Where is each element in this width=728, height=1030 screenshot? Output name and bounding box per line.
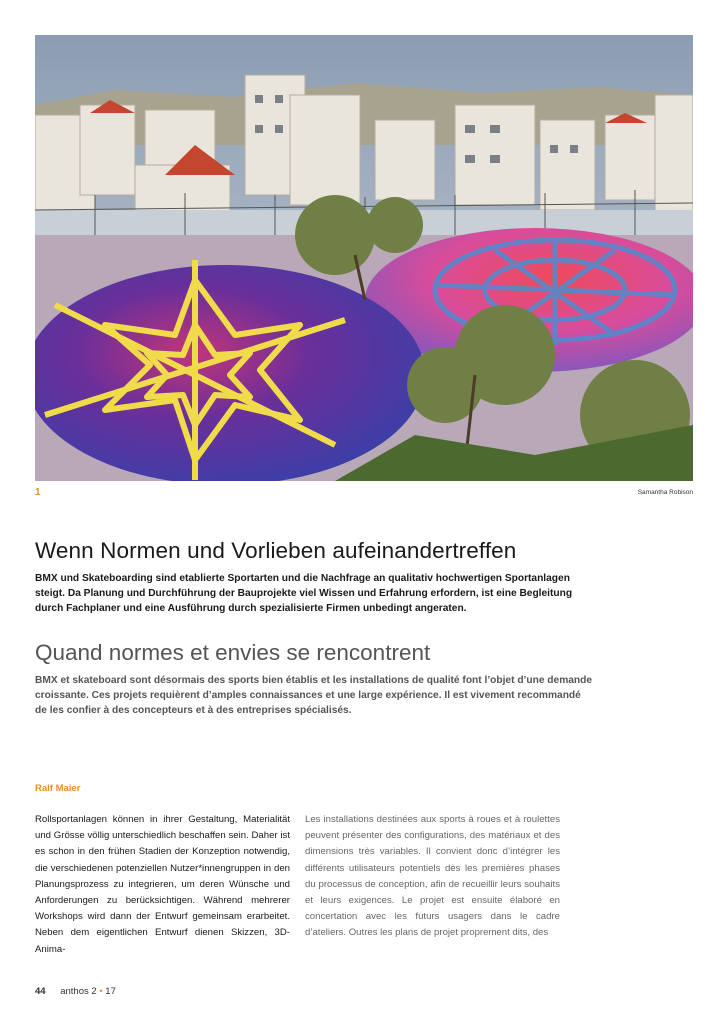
body-column-french: Les installations destinées aux sports à roues et à roulettes peuvent présenter des configurations, des matériaux et des dimensions très variables. Il convient donc d’intégrer les différents utilisateurs potentiels dès les premières phases du processus de conception, afin de recueillir leurs souhaits et leurs exigences. Le projet est ensuite élaboré en concertation avec les futurs usagers dans le cadre d’ateliers. Outres les plans de projet proprement dits, des xyxy=(305,814,560,939)
title-german: Wenn Normen und Vorlieben aufeinandertreffen xyxy=(35,538,517,563)
body-column-german: Rollsportanlagen können in ihrer Gestaltung, Materialität und Grösse völlig unterschiedlich beschaffen sein. Daher ist es schon in den frühen Stadien der Konzeption notwendig, die verschiedenen potenziellen Nutzer*innengruppen in den Planungsprozess zu integrieren, um deren Wünsche und Anforderungen zu berücksichtigen. Während mehrerer Workshops wird dann der Entwurf gemeinsam erarbeitet. Neben dem eigentlichen Entwurf dienen Skizzen, 3D-Anima- xyxy=(35,814,290,955)
feature-photo xyxy=(35,35,693,481)
page-footer xyxy=(35,986,116,997)
title-french: Quand normes et envies se rencontrent xyxy=(35,640,431,665)
author-name: Ralf Maier xyxy=(35,783,81,794)
figure-number: 1 xyxy=(35,487,41,498)
issue-year: 17 xyxy=(105,986,116,997)
photo-credit: Samantha Robison xyxy=(637,489,693,496)
footer-separator: • xyxy=(99,986,103,997)
magazine-name: anthos 2 xyxy=(60,986,97,997)
lead-german: BMX und Skateboarding sind etablierte Sportarten und die Nachfrage an qualitativ hochwertigen Sportanlagen steigt. Da Planung und Durchführung der Bauprojekte viel Wissen und Erfahrung erfordern, ist eine Begleitung durch Fachplaner und eine Ausführung durch spezialisierte Firmen unbedingt angeraten. xyxy=(35,573,573,614)
lead-french: BMX et skateboard sont désormais des sports bien établis et les installations de qualité font l’objet d’une demande croissante. Ces projets requièrent d’amples connaissances et une large expérience. Il est vivement recommandé de les confier à des concepteurs et à des entreprises spécialisés. xyxy=(35,675,593,716)
page-number: 44 xyxy=(35,986,46,997)
